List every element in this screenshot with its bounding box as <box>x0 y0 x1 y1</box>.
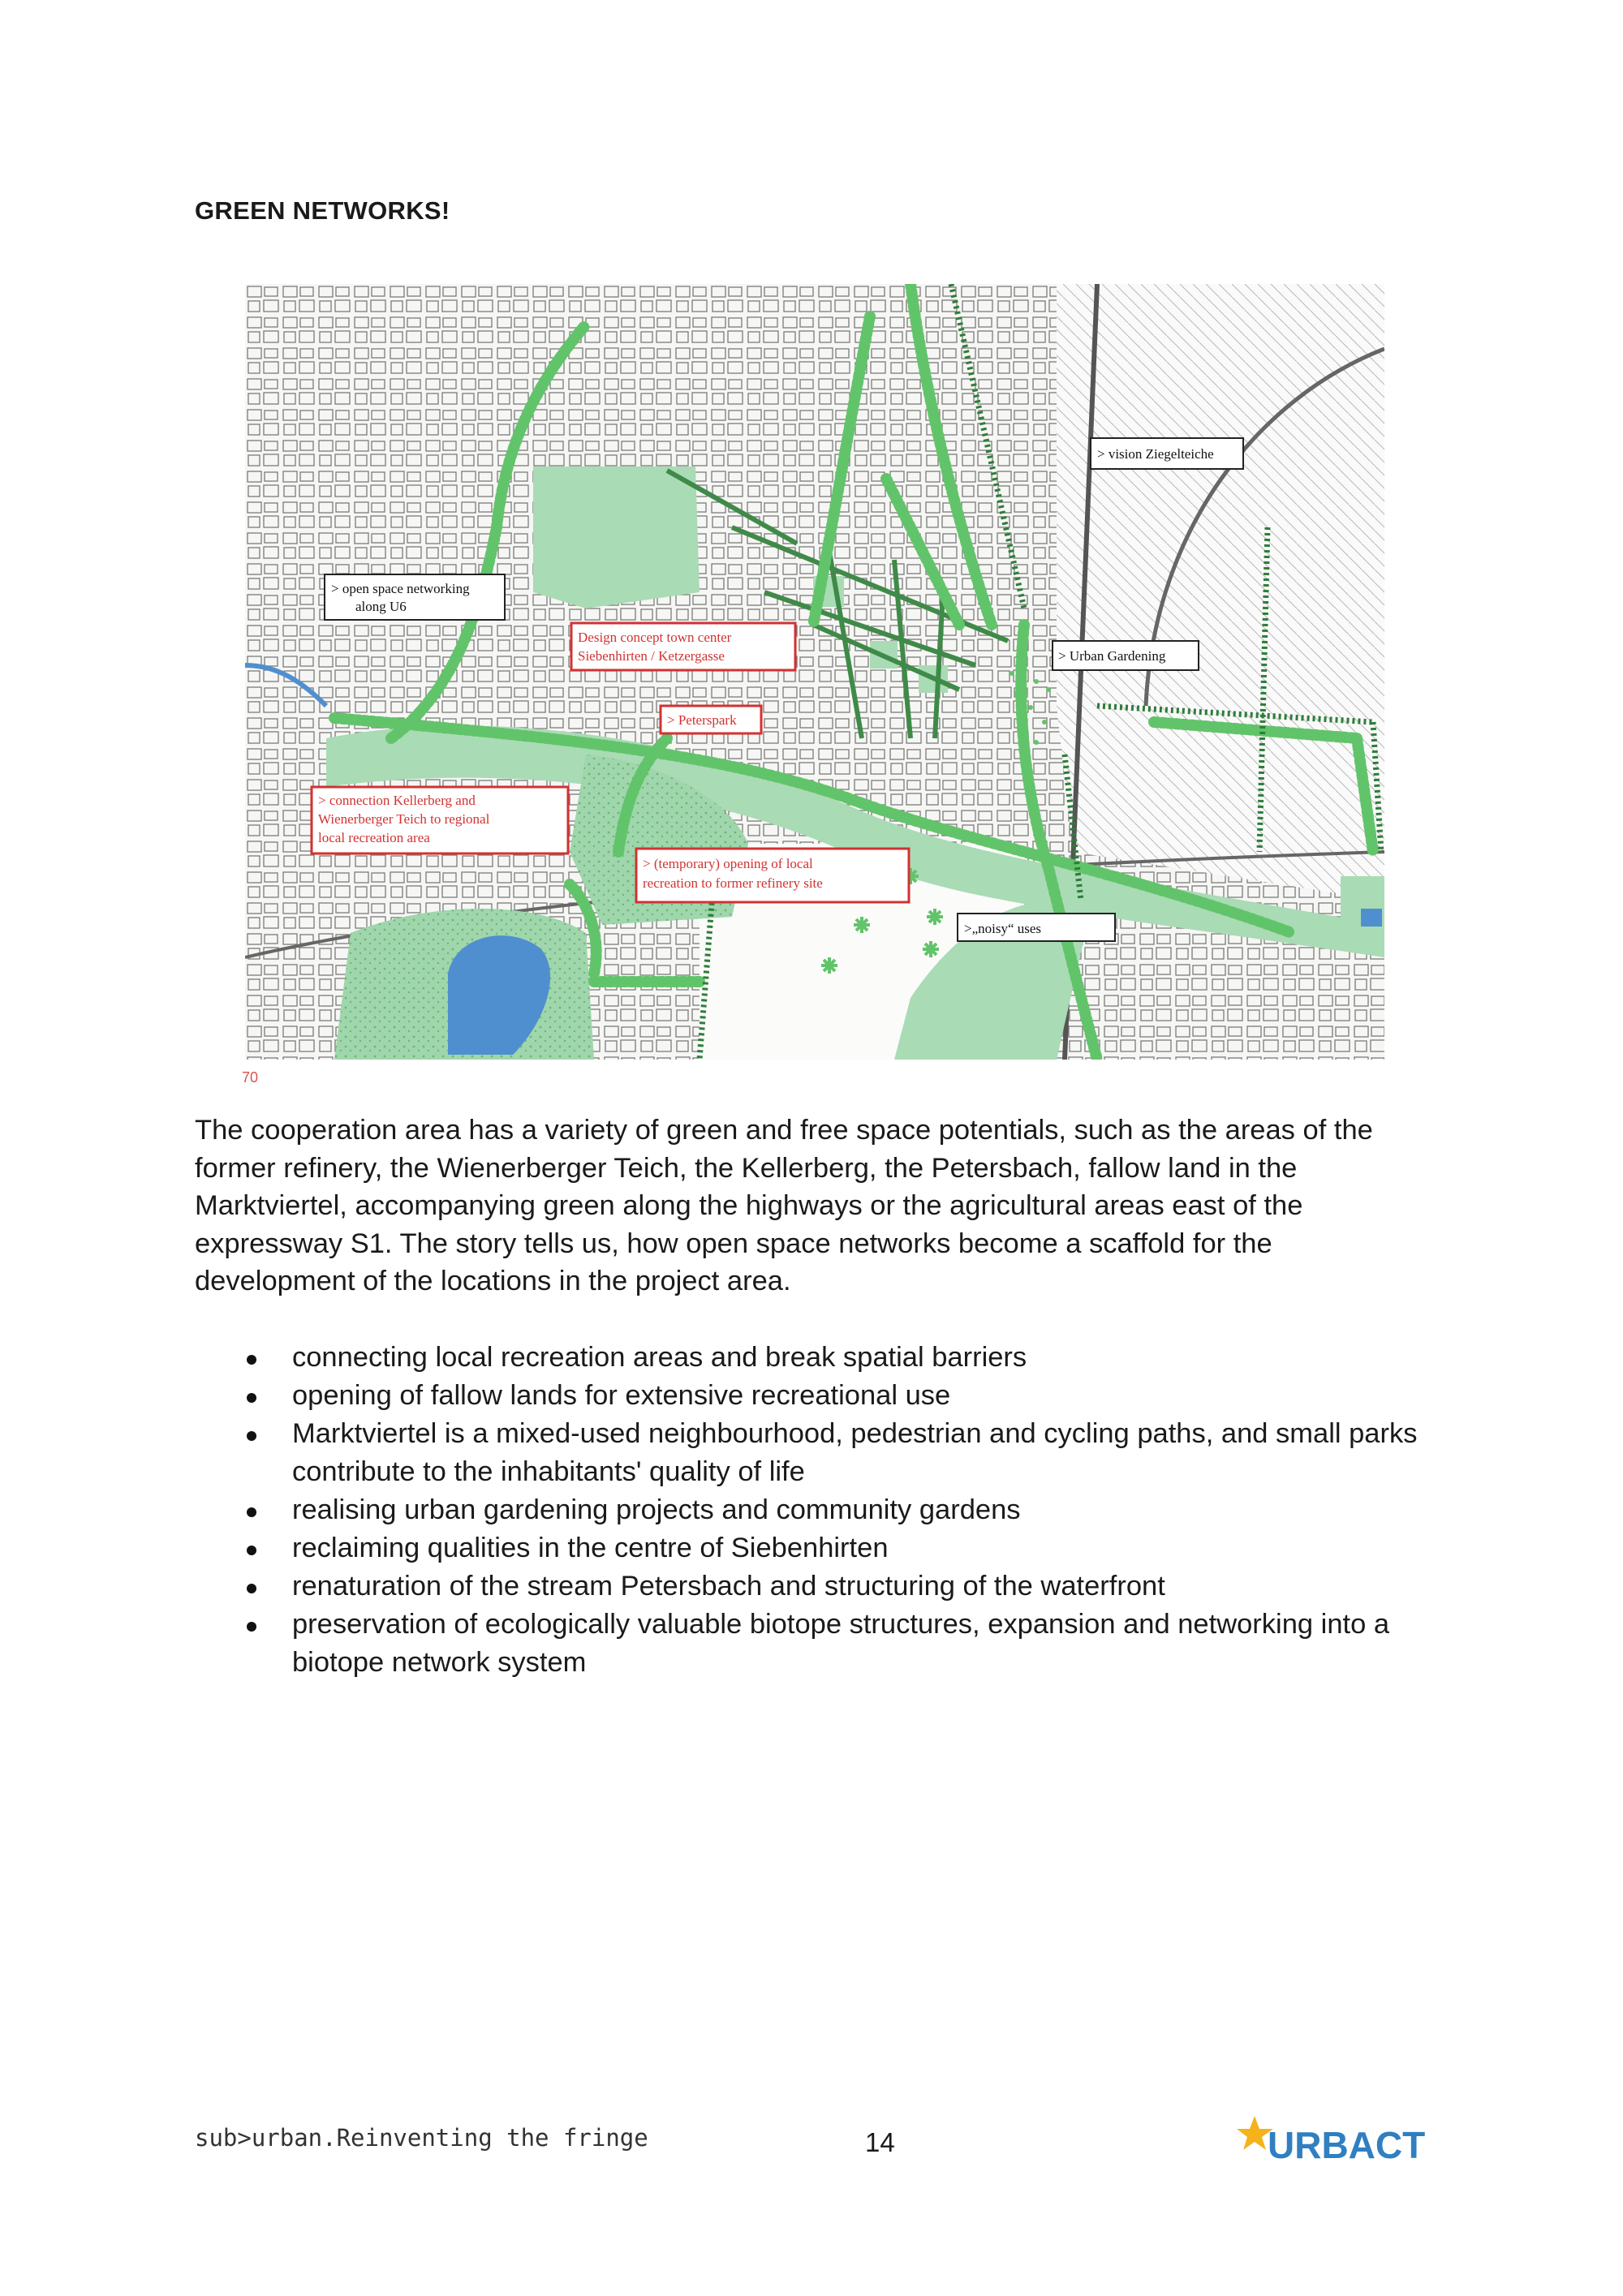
list-item <box>243 1567 1444 1606</box>
label-connection-line3: local recreation area <box>318 830 430 845</box>
label-urban-gardening: > Urban Gardening <box>1058 648 1166 664</box>
agricultural-fields <box>1057 284 1384 901</box>
label-vision: > vision Ziegelteiche <box>1097 446 1214 462</box>
park-north <box>533 467 700 608</box>
list-item-text: connecting local recreation areas and break spatial barriers <box>292 1342 1027 1373</box>
list-item-text: reclaiming qualities in the centre of Siebenhirten <box>292 1533 889 1563</box>
label-design-line2: Siebenhirten / Ketzergasse <box>578 648 725 664</box>
bullet-icon <box>247 1622 256 1632</box>
label-temporary-line1: > (temporary) opening of local <box>643 856 813 871</box>
bullet-icon <box>247 1393 256 1403</box>
footer-title: sub>urban.Reinventing the fringe <box>195 2124 648 2152</box>
bullet-icon <box>247 1507 256 1517</box>
label-noisy: >„noisy“ uses <box>964 921 1042 936</box>
bullet-icon <box>247 1546 256 1555</box>
bullet-icon <box>247 1584 256 1593</box>
list-item-text: Marktviertel is a mixed-used neighbourhood, pedestrian and cycling paths, and small parks contribute to the inhabitants' quality of life <box>292 1418 1418 1487</box>
list-item-text: opening of fallow lands for extensive recreational use <box>292 1380 951 1411</box>
page-number: 14 <box>865 2127 895 2157</box>
logo-text: URBACT <box>1268 2124 1426 2165</box>
list-item-text: preservation of ecologically valuable biotope structures, expansion and networking into a biotope network system <box>292 1609 1390 1678</box>
label-open-space-line2: along U6 <box>355 599 407 614</box>
figure-number: 70 <box>242 1069 259 1086</box>
list-item <box>243 1339 1444 1377</box>
page-heading: GREEN NETWORKS! <box>195 196 450 225</box>
list-item <box>243 1491 1444 1529</box>
list-item <box>243 1606 1444 1682</box>
label-temporary-line2: recreation to former refinery site <box>643 875 823 891</box>
list-item-text: realising urban gardening projects and community gardens <box>292 1494 1021 1525</box>
urbact-logo <box>1237 2113 1431 2165</box>
green-network-map <box>245 284 1384 1060</box>
label-connection-line2: Wienerberger Teich to regional <box>318 811 490 827</box>
label-open-space-line1: > open space networking <box>331 581 470 596</box>
bullet-icon <box>247 1355 256 1365</box>
pond-east <box>1361 909 1382 927</box>
bullet-icon <box>247 1431 256 1441</box>
label-design-line1: Design concept town center <box>578 630 732 645</box>
label-peterspark: > Peterspark <box>667 712 737 728</box>
bullet-list <box>243 1339 1444 1682</box>
list-item <box>243 1377 1444 1415</box>
body-paragraph: The cooperation area has a variety of green and free space potentials, such as the areas of the former refinery, the Wienerberger Teich, the Kellerberg, the Petersbach, fallow land in the Marktviertel, accompanying green along the highways or the agricultural areas east of the expressway S1. The story tells us, how open space networks become a scaffold for the development of the locations in the project area. <box>195 1115 1373 1296</box>
list-item <box>243 1415 1444 1491</box>
label-connection-line1: > connection Kellerberg and <box>318 793 476 808</box>
list-item-text: renaturation of the stream Petersbach and structuring of the waterfront <box>292 1571 1165 1602</box>
list-item <box>243 1529 1444 1567</box>
